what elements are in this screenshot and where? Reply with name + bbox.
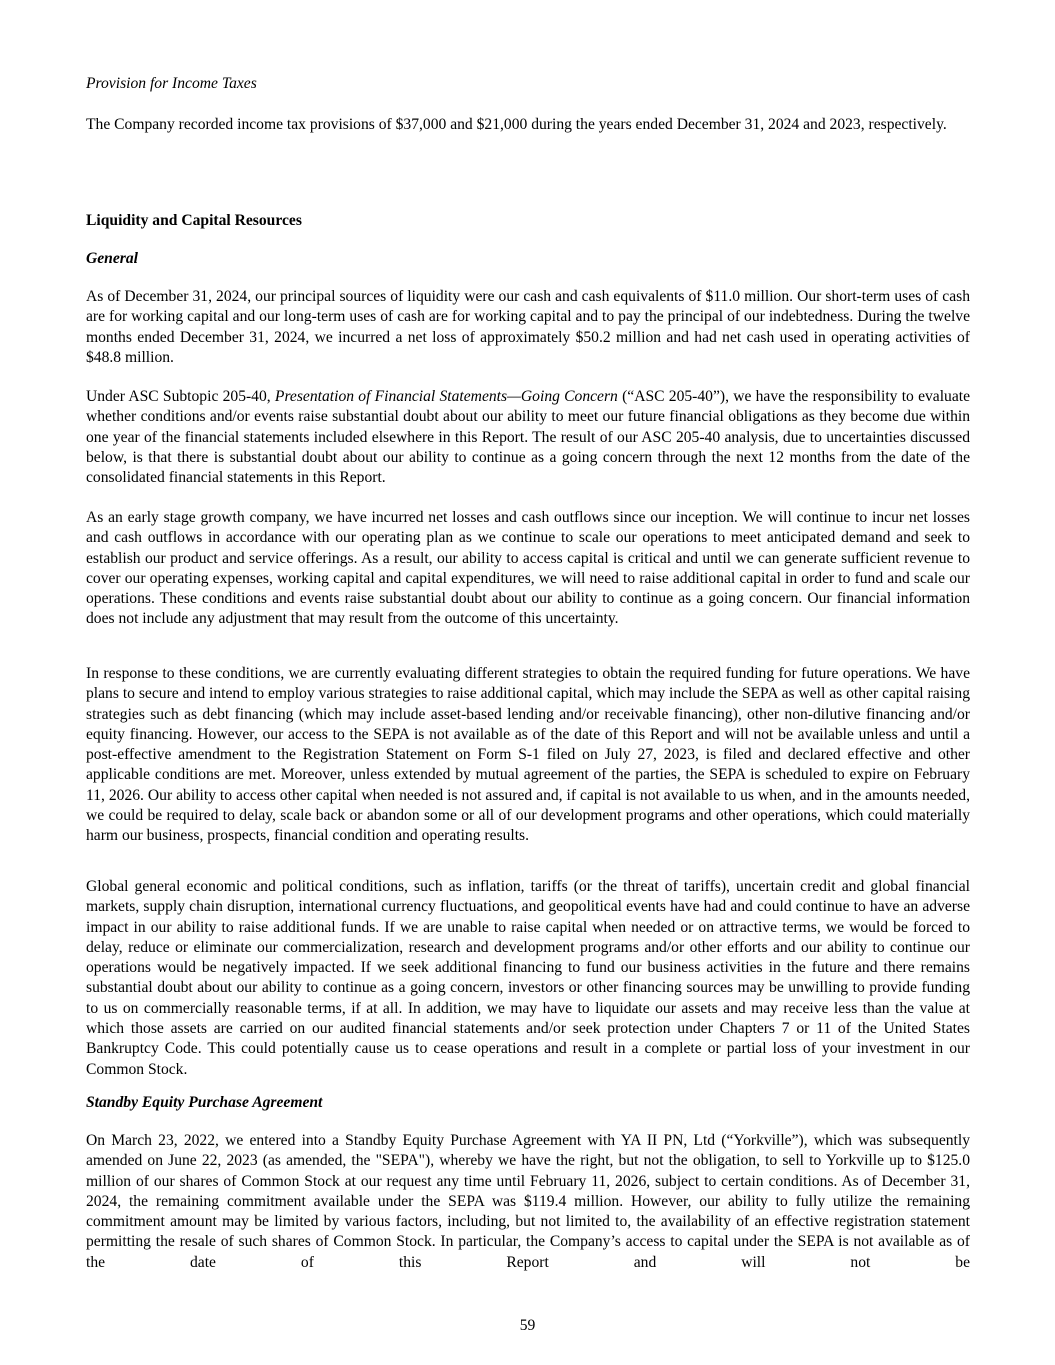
provision-heading: Provision for Income Taxes bbox=[86, 75, 257, 92]
page-number: 59 bbox=[519, 1317, 536, 1334]
sepa-paragraph-1: On March 23, 2022, we entered into a Standby Equity Purchase Agreement with YA II PN, Ltd (“Yorkville”), which was subsequently amended on June 22, 2023 (as amended, the "SEPA"), whereby we have the right, but not the obligation, to sell to Yorkville up to $125.0 million of our shares of Common Stock at our request any time until February 11, 2026, subject to certain conditions. As of December 31, 2024, the remaining commitment available under the SEPA was $119.4 million. However, our ability to fully utilize the remaining commitment amount may be limited by various factors, including, but not limited to, the availability of an effective registration statement permitting the resale of such shares of Common Stock. In particular, the Company’s access to capital under the SEPA is not available as of the date of this Report and will not be bbox=[86, 1132, 970, 1271]
asc-prefix-text: Under ASC Subtopic 205-40, bbox=[86, 388, 275, 405]
general-paragraph-2 bbox=[86, 387, 970, 488]
general-paragraph-1: As of December 31, 2024, our principal sources of liquidity were our cash and cash equivalents of $11.0 million. Our short-term uses of cash are for working capital and our long-term uses of cash are for working capital and to pay the principal of our indebtedness. During the twelve months ended December 31, 2024, we incurred a net loss of approximately $50.2 million and had net cash used in operating activities of $48.8 million. bbox=[86, 288, 970, 366]
general-paragraph-5: Global general economic and political conditions, such as inflation, tariffs (or the threat of tariffs), uncertain credit and global financial markets, supply chain disruption, international currency fluctuations, and geopolitical events have had and could continue to have an adverse impact in our ability to raise additional funds. If we are unable to raise capital when needed or on attractive terms, we would be forced to delay, reduce or eliminate our commercialization, research and development programs and/or other efforts and our ability to continue our operations would be negatively impacted. If we seek additional financing to fund our business activities in the future and there remains substantial doubt about our ability to continue as a going concern, investors or other financing sources may be unwilling to provide funding to us on commercially reasonable terms, if at all. In addition, we may have to liquidate our assets and may receive less than the value at which those assets are carried on our audited financial statements and/or seek protection under Chapters 7 or 11 of the United States Bankruptcy Code. This could potentially cause us to cease operations and result in a complete or partial loss of your investment in our Common Stock. bbox=[86, 878, 970, 1078]
liquidity-heading: Liquidity and Capital Resources bbox=[86, 212, 302, 229]
general-paragraph-4: In response to these conditions, we are currently evaluating different strategies to obtain the required funding for future operations. We have plans to secure and intend to employ various strategies to raise additional capital, which may include the SEPA as well as other capital raising strategies such as debt financing (which may include asset-based lending and/or receivable financing), other non-dilutive financing and/or equity financing. However, our access to the SEPA is not available as of the date of this Report and will not be available unless and until a post-effective amendment to the Registration Statement on Form S-1 filed on July 27, 2023, is filed and declared effective and other applicable conditions are met. Moreover, unless extended by mutual agreement of the parties, the SEPA is scheduled to expire on February 11, 2026. Our ability to access other capital when needed is not assured and, if capital is not available to us when, and in the amounts needed, we could be required to delay, scale back or abandon some or all of our development programs and other operations, which could materially harm our business, prospects, financial condition and operating results. bbox=[86, 665, 970, 845]
general-paragraph-3: As an early stage growth company, we have incurred net losses and cash outflows since our inception. We will continue to incur net losses and cash outflows in accordance with our operating plan as we continue to scale our operations to meet anticipated demand and seek to establish our product and service offerings. As a result, our ability to access capital is critical and until we can generate sufficient revenue to cover our operating expenses, working capital and capital expenditures, we will need to raise additional capital in order to fund and scale our operations. These conditions and events raise substantial doubt about our ability to continue as a going concern. Our financial information does not include any adjustment that may result from the outcome of this uncertainty. bbox=[86, 509, 970, 628]
general-heading: General bbox=[86, 250, 138, 267]
asc-suffix-text: (“ASC 205-40”), we have the responsibility to evaluate whether conditions and/or events raise substantial doubt about our ability to meet our future financial obligations as they become due within one year of the financial statements included elsewhere in this Report. The result of our ASC 205-40 analysis, due to uncertainties discussed below, is that there is substantial doubt about our ability to continue as a going concern through the next 12 months from the date of the consolidated financial statements in this Report. bbox=[86, 388, 971, 487]
sepa-heading: Standby Equity Purchase Agreement bbox=[86, 1094, 323, 1111]
provision-paragraph: The Company recorded income tax provisions of $37,000 and $21,000 during the years ended December 31, 2024 and 2023, respectively. bbox=[86, 116, 947, 133]
asc-title-italic: Presentation of Financial Statements—Going Concern bbox=[274, 388, 618, 405]
